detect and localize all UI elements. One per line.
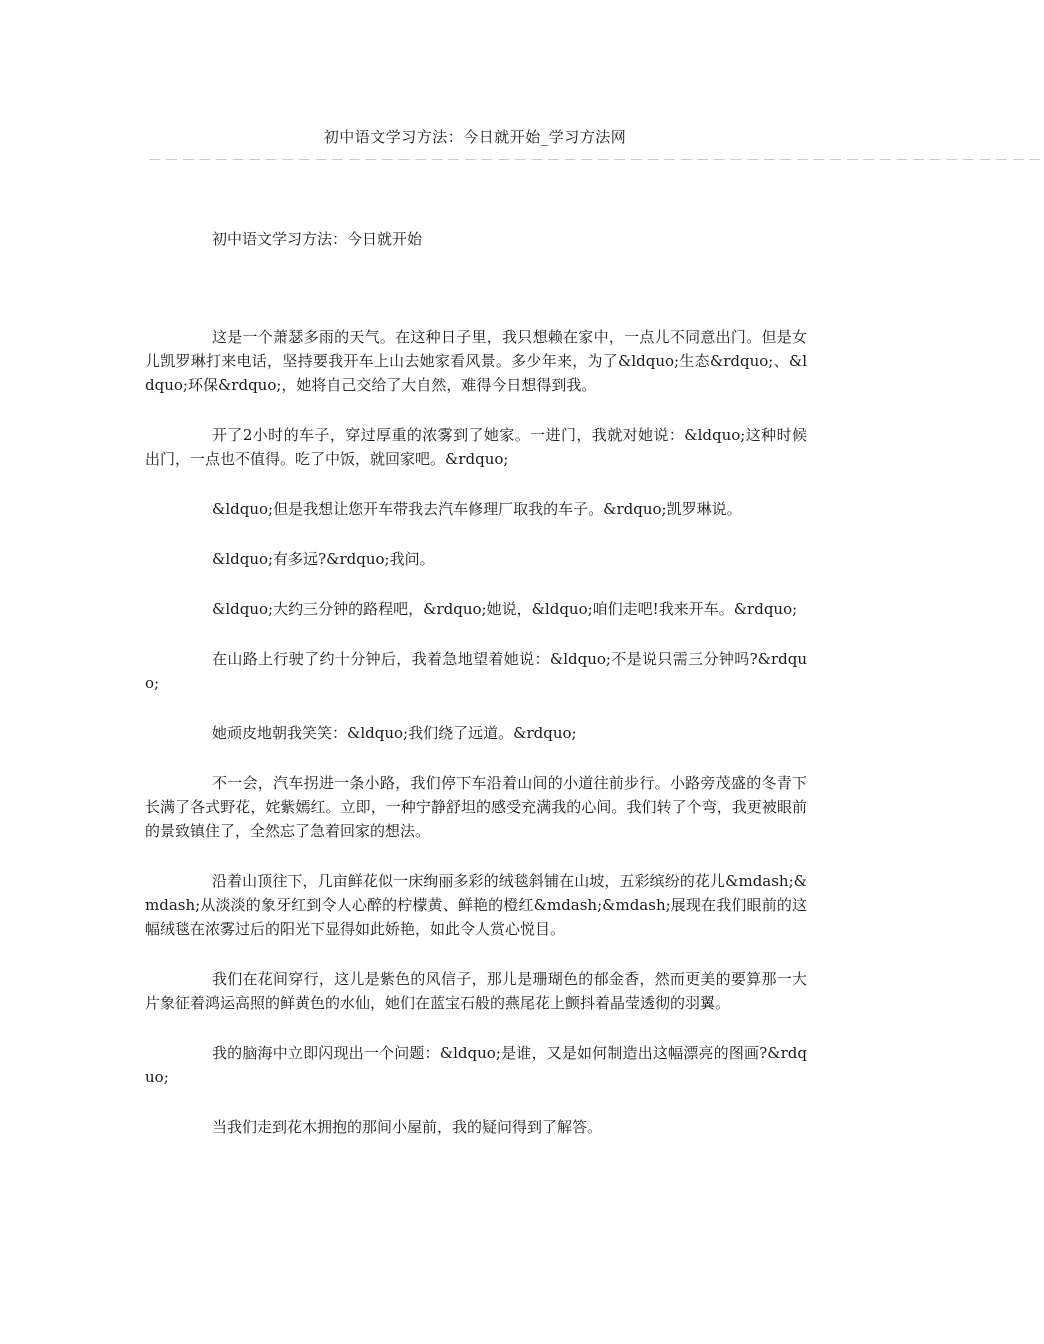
- article-paragraph: 我们在花间穿行，这儿是紫色的风信子，那儿是珊瑚色的郁金香，然而更美的要算那一大片象征着鸿运高照的鲜黄色的水仙，她们在蓝宝石般的燕尾花上颤抖着晶莹透彻的羽翼。: [145, 970, 807, 1012]
- article-paragraph: 当我们走到花木拥抱的那间小屋前，我的疑问得到了解答。: [212, 1118, 603, 1136]
- article-paragraph: 她顽皮地朝我笑笑：&ldquo;我们绕了远道。&rdquo;: [212, 724, 577, 742]
- article-paragraph: 不一会，汽车拐进一条小路，我们停下车沿着山间的小道往前步行。小路旁茂盛的冬青下长满了各式野花，姹紫嫣红。立即，一种宁静舒坦的感受充满我的心间。我们转了个弯，我更被眼前的景致镇住了，全然忘了急着回家的想法。: [145, 774, 807, 840]
- article-body: [145, 227, 807, 1165]
- title-divider: －－－－－－－－－－－－－－－－－－－－－－－－－－－－－－－－－－－－－－－－－－－－－－－－－－－－－－: [148, 153, 1044, 169]
- article-paragraph: &ldquo;有多远?&rdquo;我问。: [212, 550, 435, 568]
- article-paragraph: 这是一个萧瑟多雨的天气。在这种日子里，我只想赖在家中，一点儿不同意出门。但是女儿凯罗琳打来电话，坚持要我开车上山去她家看风景。多少年来，为了&ldquo;生态&rdquo;、&ldquo;环保&rdquo;，她将自己交给了大自然，难得今日想得到我。: [145, 328, 807, 394]
- document-title: 初中语文学习方法：今日就开始_学习方法网: [323, 128, 627, 146]
- article-paragraph: 在山路上行驶了约十分钟后，我着急地望着她说：&ldquo;不是说只需三分钟吗?&rdquo;: [145, 650, 807, 692]
- article-heading: 初中语文学习方法：今日就开始: [212, 230, 423, 248]
- article-paragraph: 开了2小时的车子，穿过厚重的浓雾到了她家。一进门，我就对她说：&ldquo;这种时候出门，一点也不值得。吃了中饭，就回家吧。&rdquo;: [145, 426, 807, 468]
- article-paragraph: 沿着山顶往下，几亩鲜花似一床绚丽多彩的绒毯斜铺在山坡，五彩缤纷的花儿&mdash;&mdash;从淡淡的象牙红到令人心醉的柠檬黄、鲜艳的橙红&mdash;&mdash;展现在我们眼前的这幅绒毯在浓雾过后的阳光下显得如此娇艳，如此令人赏心悦目。: [145, 872, 807, 938]
- article-paragraph: 我的脑海中立即闪现出一个问题：&ldquo;是谁，又是如何制造出这幅漂亮的图画?&rdquo;: [145, 1044, 807, 1086]
- article-paragraph: &ldquo;但是我想让您开车带我去汽车修理厂取我的车子。&rdquo;凯罗琳说。: [212, 500, 742, 518]
- article-paragraph: &ldquo;大约三分钟的路程吧，&rdquo;她说，&ldquo;咱们走吧!我来开车。&rdquo;: [212, 600, 798, 618]
